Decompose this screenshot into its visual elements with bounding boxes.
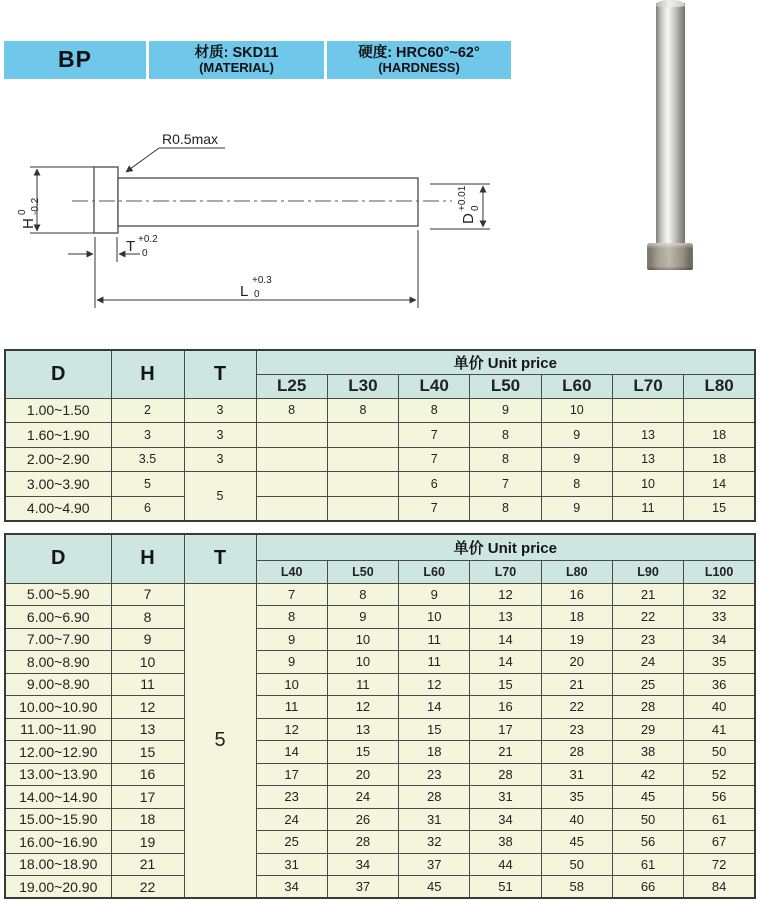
- unit-price-value: 24: [256, 808, 327, 831]
- head-height-value: 2: [111, 398, 184, 423]
- spec-row: [5, 606, 755, 629]
- diameter-range: 3.00~3.90: [5, 472, 111, 497]
- head-height-value: 5: [111, 472, 184, 497]
- diameter-range: 16.00~16.90: [5, 831, 111, 854]
- unit-price-value: 31: [399, 808, 470, 831]
- unit-price-value: 10: [399, 606, 470, 629]
- unit-price-value: [327, 496, 398, 521]
- length-column-header: L50: [327, 560, 398, 583]
- unit-price-value: [256, 447, 327, 472]
- unit-price-value: 13: [470, 606, 541, 629]
- unit-price-value: 38: [612, 741, 683, 764]
- unit-price-value: 22: [541, 696, 612, 719]
- unit-price-value: 14: [470, 628, 541, 651]
- svg-text:0: 0: [142, 248, 148, 259]
- diameter-range: 2.00~2.90: [5, 447, 111, 472]
- head-height-value: 3: [111, 423, 184, 448]
- head-thickness-value: 5: [184, 583, 256, 898]
- spec-row: [5, 651, 755, 674]
- length-column-header: L70: [612, 374, 683, 398]
- length-column-header: L80: [684, 374, 755, 398]
- spec-row: [5, 853, 755, 876]
- material-label-en: (MATERIAL): [199, 59, 274, 75]
- svg-text:D: D: [460, 213, 477, 224]
- unit-price-value: 23: [612, 628, 683, 651]
- unit-price-value: 28: [470, 763, 541, 786]
- unit-price-value: 66: [612, 876, 683, 899]
- head-height-value: 22: [111, 876, 184, 899]
- unit-price-value: 7: [399, 423, 470, 448]
- spec-row: [5, 472, 755, 497]
- unit-price-value: 23: [256, 786, 327, 809]
- unit-price-value: 7: [399, 496, 470, 521]
- unit-price-value: 7: [470, 472, 541, 497]
- head-thickness-value: 3: [184, 423, 256, 448]
- unit-price-value: 52: [684, 763, 755, 786]
- unit-price-value: 9: [541, 447, 612, 472]
- length-column-header: L40: [256, 560, 327, 583]
- col-header-d: D: [5, 350, 111, 398]
- unit-price-value: 32: [684, 583, 755, 606]
- unit-price-value: 9: [541, 423, 612, 448]
- unit-price-value: 15: [684, 496, 755, 521]
- unit-price-value: 23: [399, 763, 470, 786]
- head-height-value: 7: [111, 583, 184, 606]
- unit-price-value: 22: [612, 606, 683, 629]
- unit-price-value: 8: [470, 423, 541, 448]
- unit-price-value: 8: [470, 496, 541, 521]
- unit-price-value: 6: [399, 472, 470, 497]
- unit-price-value: 15: [399, 718, 470, 741]
- head-thickness-value: 5: [184, 472, 256, 521]
- svg-text:0: 0: [17, 209, 28, 215]
- l-dim-label: [240, 275, 272, 300]
- head-height-value: 3.5: [111, 447, 184, 472]
- unit-price-value: 12: [399, 673, 470, 696]
- unit-price-value: 32: [399, 831, 470, 854]
- diameter-range: 6.00~6.90: [5, 606, 111, 629]
- unit-price-value: 35: [541, 786, 612, 809]
- unit-price-value: 16: [541, 583, 612, 606]
- spec-row: [5, 673, 755, 696]
- d-dim-label: [457, 185, 481, 224]
- unit-price-value: 12: [327, 696, 398, 719]
- unit-price-value: 8: [256, 606, 327, 629]
- unit-price-value: 33: [684, 606, 755, 629]
- svg-text:0: 0: [470, 205, 481, 211]
- unit-price-value: 67: [684, 831, 755, 854]
- diameter-range: 13.00~13.90: [5, 763, 111, 786]
- head-height-value: 21: [111, 853, 184, 876]
- unit-price-value: 19: [541, 628, 612, 651]
- spec-row: [5, 496, 755, 521]
- head-height-value: 10: [111, 651, 184, 674]
- col-header-t: T: [184, 350, 256, 398]
- unit-price-value: 10: [327, 651, 398, 674]
- unit-price-value: 14: [399, 696, 470, 719]
- unit-price-value: 21: [612, 583, 683, 606]
- unit-price-value: 44: [470, 853, 541, 876]
- product-code: BP: [58, 46, 92, 73]
- unit-price-value: [256, 496, 327, 521]
- unit-price-value: 25: [612, 673, 683, 696]
- unit-price-value: 34: [470, 808, 541, 831]
- unit-price-value: [327, 447, 398, 472]
- unit-price-value: 37: [327, 876, 398, 899]
- head-height-value: 15: [111, 741, 184, 764]
- unit-price-value: 38: [470, 831, 541, 854]
- unit-price-value: 9: [541, 496, 612, 521]
- unit-price-value: [256, 423, 327, 448]
- unit-price-value: 9: [399, 583, 470, 606]
- spec-row: [5, 741, 755, 764]
- spec-row: [5, 447, 755, 472]
- unit-price-value: [612, 398, 683, 423]
- unit-price-value: 11: [399, 628, 470, 651]
- spec-row: [5, 628, 755, 651]
- unit-price-value: [327, 472, 398, 497]
- diameter-range: 15.00~15.90: [5, 808, 111, 831]
- unit-price-value: [684, 398, 755, 423]
- unit-price-value: 14: [256, 741, 327, 764]
- unit-price-header: 单价 Unit price: [256, 534, 755, 560]
- price-table-small-diameters: [4, 349, 756, 522]
- unit-price-value: 31: [256, 853, 327, 876]
- unit-price-value: 50: [541, 853, 612, 876]
- svg-text:H: H: [20, 218, 37, 229]
- head-height-value: 11: [111, 673, 184, 696]
- unit-price-value: 8: [541, 472, 612, 497]
- unit-price-value: 34: [684, 628, 755, 651]
- diameter-range: 7.00~7.90: [5, 628, 111, 651]
- svg-text:T: T: [126, 238, 136, 255]
- length-column-header: L50: [470, 374, 541, 398]
- unit-price-value: 16: [470, 696, 541, 719]
- unit-price-value: 34: [327, 853, 398, 876]
- unit-price-value: 28: [399, 786, 470, 809]
- hardness-label: 硬度: HRC60°~62°: [358, 44, 480, 61]
- diameter-range: 12.00~12.90: [5, 741, 111, 764]
- unit-price-value: 61: [612, 853, 683, 876]
- unit-price-value: 21: [470, 741, 541, 764]
- unit-price-value: 7: [399, 447, 470, 472]
- unit-price-value: [256, 472, 327, 497]
- unit-price-value: 9: [256, 628, 327, 651]
- unit-price-value: 45: [399, 876, 470, 899]
- unit-price-value: 45: [541, 831, 612, 854]
- spec-row: [5, 423, 755, 448]
- length-column-header: L90: [612, 560, 683, 583]
- pin-photo: [640, 0, 720, 280]
- head-thickness-value: 3: [184, 447, 256, 472]
- unit-price-value: 42: [612, 763, 683, 786]
- unit-price-value: 36: [684, 673, 755, 696]
- unit-price-value: 11: [399, 651, 470, 674]
- unit-price-value: 7: [256, 583, 327, 606]
- unit-price-value: 12: [256, 718, 327, 741]
- unit-price-value: 8: [327, 398, 398, 423]
- unit-price-value: 8: [399, 398, 470, 423]
- unit-price-value: 15: [470, 673, 541, 696]
- unit-price-value: 56: [612, 831, 683, 854]
- spec-row: [5, 808, 755, 831]
- svg-text:+0.3: +0.3: [252, 275, 272, 286]
- unit-price-value: 10: [327, 628, 398, 651]
- unit-price-value: 10: [612, 472, 683, 497]
- pin-photo-top-cap: [656, 0, 685, 7]
- unit-price-value: 40: [541, 808, 612, 831]
- technical-drawing: [0, 0, 540, 330]
- length-column-header: L60: [541, 374, 612, 398]
- unit-price-value: 9: [327, 606, 398, 629]
- unit-price-value: 35: [684, 651, 755, 674]
- diameter-range: 11.00~11.90: [5, 718, 111, 741]
- length-column-header: L40: [399, 374, 470, 398]
- head-height-value: 12: [111, 696, 184, 719]
- unit-price-value: 18: [399, 741, 470, 764]
- unit-price-value: 13: [612, 423, 683, 448]
- unit-price-value: 8: [470, 447, 541, 472]
- length-column-header: L30: [327, 374, 398, 398]
- spec-row: [5, 763, 755, 786]
- head-height-value: 6: [111, 496, 184, 521]
- head-height-value: 19: [111, 831, 184, 854]
- svg-text:L: L: [240, 283, 249, 300]
- spec-row: [5, 398, 755, 423]
- length-column-header: L80: [541, 560, 612, 583]
- price-table-large-diameters: [4, 533, 756, 899]
- radius-leader-line: [126, 148, 159, 172]
- unit-price-value: 45: [612, 786, 683, 809]
- spec-row: [5, 583, 755, 606]
- head-height-value: 17: [111, 786, 184, 809]
- unit-price-value: 28: [541, 741, 612, 764]
- svg-text:+0.2: +0.2: [138, 234, 158, 245]
- diameter-range: 19.00~20.90: [5, 876, 111, 899]
- radius-note: R0.5max: [162, 131, 219, 147]
- unit-price-value: 28: [327, 831, 398, 854]
- unit-price-header: 单价 Unit price: [256, 350, 755, 374]
- unit-price-value: 11: [612, 496, 683, 521]
- unit-price-value: 20: [327, 763, 398, 786]
- head-height-value: 18: [111, 808, 184, 831]
- unit-price-value: 56: [684, 786, 755, 809]
- spec-row: [5, 718, 755, 741]
- length-column-header: L100: [684, 560, 755, 583]
- unit-price-value: 17: [256, 763, 327, 786]
- unit-price-value: 34: [256, 876, 327, 899]
- unit-price-value: 13: [612, 447, 683, 472]
- unit-price-value: 14: [470, 651, 541, 674]
- unit-price-value: 11: [327, 673, 398, 696]
- unit-price-value: 24: [327, 786, 398, 809]
- head-height-value: 16: [111, 763, 184, 786]
- head-height-value: 8: [111, 606, 184, 629]
- unit-price-value: 23: [541, 718, 612, 741]
- unit-price-value: 25: [256, 831, 327, 854]
- unit-price-value: 31: [470, 786, 541, 809]
- pin-photo-head: [647, 243, 693, 270]
- diameter-range: 5.00~5.90: [5, 583, 111, 606]
- length-column-header: L25: [256, 374, 327, 398]
- diameter-range: 1.60~1.90: [5, 423, 111, 448]
- svg-text:0: 0: [254, 289, 260, 300]
- material-label: 材质: SKD11: [194, 44, 279, 61]
- length-column-header: L60: [399, 560, 470, 583]
- unit-price-value: 61: [684, 808, 755, 831]
- unit-price-value: 37: [399, 853, 470, 876]
- unit-price-value: 40: [684, 696, 755, 719]
- unit-price-value: [327, 423, 398, 448]
- col-header-h: H: [111, 350, 184, 398]
- hardness-label-en: (HARDNESS): [378, 59, 460, 75]
- unit-price-value: 9: [470, 398, 541, 423]
- unit-price-value: 10: [256, 673, 327, 696]
- unit-price-value: 18: [541, 606, 612, 629]
- unit-price-value: 18: [684, 447, 755, 472]
- unit-price-value: 41: [684, 718, 755, 741]
- diameter-range: 8.00~8.90: [5, 651, 111, 674]
- col-header-d: D: [5, 534, 111, 583]
- pin-head-outline: [94, 167, 118, 233]
- unit-price-value: 8: [327, 583, 398, 606]
- t-dim-label: [126, 234, 158, 259]
- unit-price-value: 26: [327, 808, 398, 831]
- unit-price-value: 29: [612, 718, 683, 741]
- unit-price-value: 58: [541, 876, 612, 899]
- head-height-value: 9: [111, 628, 184, 651]
- unit-price-value: 12: [470, 583, 541, 606]
- head-thickness-value: 3: [184, 398, 256, 423]
- unit-price-value: 14: [684, 472, 755, 497]
- unit-price-value: 28: [612, 696, 683, 719]
- col-header-h: H: [111, 534, 184, 583]
- spec-row: [5, 696, 755, 719]
- unit-price-value: 18: [684, 423, 755, 448]
- unit-price-value: 24: [612, 651, 683, 674]
- unit-price-value: 8: [256, 398, 327, 423]
- length-column-header: L70: [470, 560, 541, 583]
- unit-price-value: 13: [327, 718, 398, 741]
- pin-body-outline: [118, 178, 418, 226]
- unit-price-value: 50: [612, 808, 683, 831]
- unit-price-value: 51: [470, 876, 541, 899]
- diameter-range: 4.00~4.90: [5, 496, 111, 521]
- unit-price-value: 31: [541, 763, 612, 786]
- unit-price-value: 11: [256, 696, 327, 719]
- diameter-range: 10.00~10.90: [5, 696, 111, 719]
- pin-photo-shaft: [656, 3, 685, 244]
- unit-price-value: 9: [256, 651, 327, 674]
- svg-text:-0.2: -0.2: [30, 197, 41, 215]
- spec-row: [5, 831, 755, 854]
- col-header-t: T: [184, 534, 256, 583]
- diameter-range: 18.00~18.90: [5, 853, 111, 876]
- unit-price-value: 84: [684, 876, 755, 899]
- spec-row: [5, 786, 755, 809]
- diameter-range: 9.00~8.90: [5, 673, 111, 696]
- spec-row: [5, 876, 755, 899]
- unit-price-value: 17: [470, 718, 541, 741]
- head-height-value: 13: [111, 718, 184, 741]
- unit-price-value: 10: [541, 398, 612, 423]
- svg-text:+0.01: +0.01: [457, 185, 468, 211]
- unit-price-value: 50: [684, 741, 755, 764]
- diameter-range: 1.00~1.50: [5, 398, 111, 423]
- unit-price-value: 20: [541, 651, 612, 674]
- unit-price-value: 15: [327, 741, 398, 764]
- diameter-range: 14.00~14.90: [5, 786, 111, 809]
- unit-price-value: 72: [684, 853, 755, 876]
- unit-price-value: 21: [541, 673, 612, 696]
